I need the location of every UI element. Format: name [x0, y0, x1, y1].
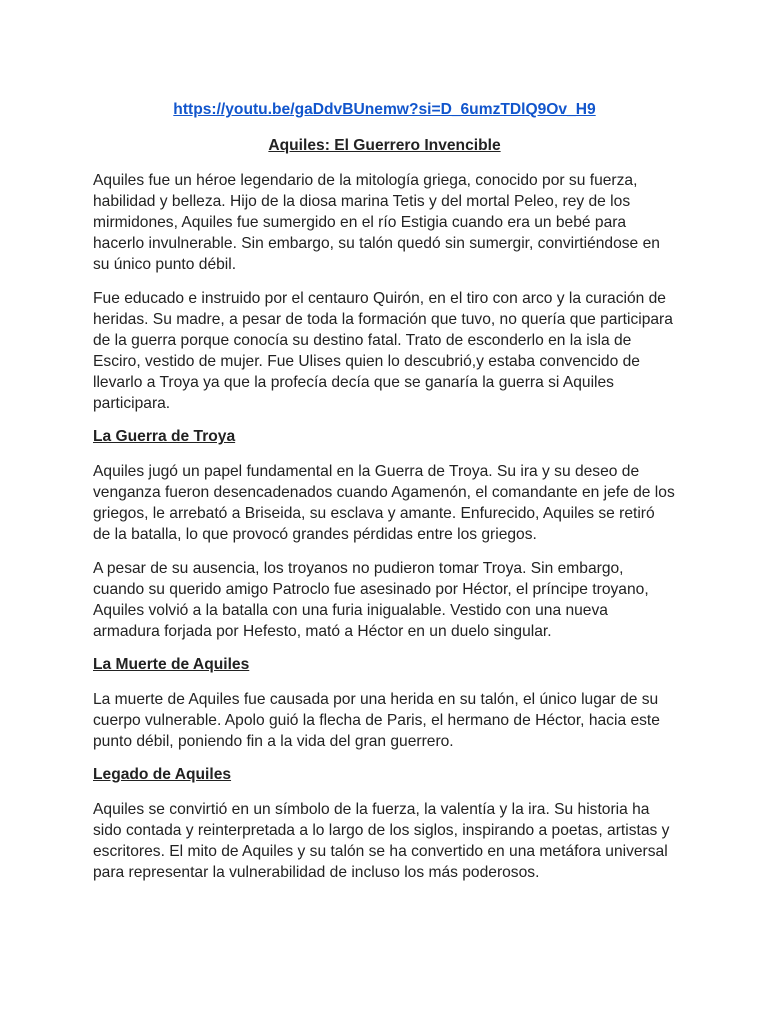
link-line [93, 100, 676, 120]
section-paragraph: La muerte de Aquiles fue causada por una herida en su talón, el único lugar de su cuerpo vulnerable. Apolo guió la flecha de Paris, el hermano de Héctor, hacia este punto débil, poniendo fin a la vida del gran guerrero. [93, 691, 660, 750]
section-paragraph: Aquiles se convirtió en un símbolo de la fuerza, la valentía y la ira. Su historia ha sido contada y reinterpretada a lo largo de los siglos, inspirando a poetas, artistas y escritores. El mito de Aquiles y su talón se ha convertido en una metáfora universal para representar la vulnerabilidad de incluso los más poderosos. [93, 801, 670, 881]
youtube-link[interactable]: https://youtu.be/gaDdvBUnemw?si=D_6umzTDlQ9Ov_H9 [173, 101, 596, 118]
document-title: Aquiles: El Guerrero Invencible [268, 137, 501, 154]
section-paragraph: Aquiles jugó un papel fundamental en la Guerra de Troya. Su ira y su deseo de venganza fueron desencadenados cuando Agamenón, el comandante en jefe de los griegos, le arrebató a Briseida, su esclava y amante. Enfurecido, Aquiles se retiró de la batalla, lo que provocó grandes pérdidas entre los griegos. [93, 463, 675, 543]
section-heading-muerte-de-aquiles: La Muerte de Aquiles [93, 656, 250, 673]
intro-paragraph: Fue educado e instruido por el centauro Quirón, en el tiro con arco y la curación de heridas. Su madre, a pesar de toda la formación que tuvo, no quería que participara de la guerra porque conocía su destino fatal. Trato de esconderlo en la isla de Esciro, vestido de mujer. Fue Ulises quien lo descubrió,y estaba convencido de llevarlo a Troya ya que la profecía decía que se ganaría la guerra si Aquiles participara. [93, 290, 673, 412]
section-heading-legado-de-aquiles: Legado de Aquiles [93, 766, 232, 783]
section-heading-guerra-de-troya: La Guerra de Troya [93, 428, 236, 445]
intro-paragraph: Aquiles fue un héroe legendario de la mitología griega, conocido por su fuerza, habilidad y belleza. Hijo de la diosa marina Tetis y del mortal Peleo, rey de los mirmidones, Aquiles fue sumergido en el río Estigia cuando era un bebé para hacerlo invulnerable. Sin embargo, su talón quedó sin sumergir, convirtiéndose en su único punto débil. [93, 172, 660, 273]
section-paragraph: A pesar de su ausencia, los troyanos no pudieron tomar Troya. Sin embargo, cuando su querido amigo Patroclo fue asesinado por Héctor, el príncipe troyano, Aquiles volvió a la batalla con una furia inigualable. Vestido con una nueva armadura forjada por Hefesto, mató a Héctor en un duelo singular. [93, 560, 649, 640]
